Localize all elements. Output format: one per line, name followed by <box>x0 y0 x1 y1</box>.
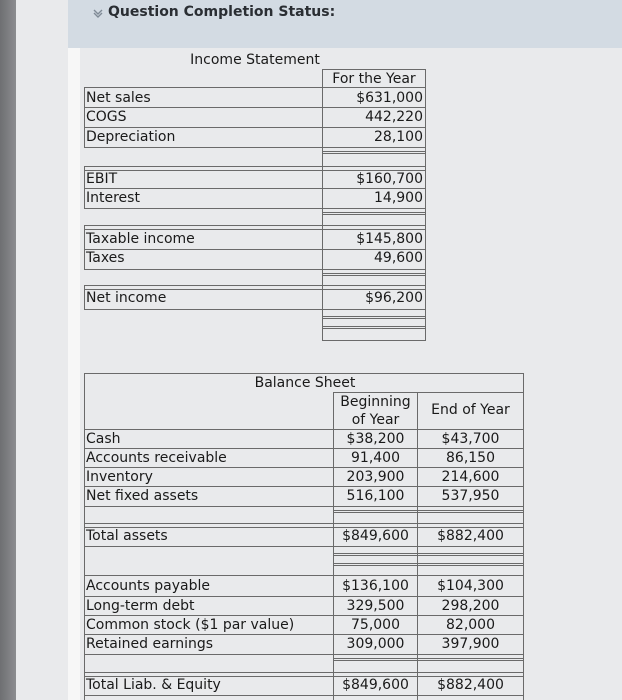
balance-begin-value: $849,600 <box>342 528 409 544</box>
balance-label: Retained earnings <box>86 636 214 652</box>
grid-line <box>84 225 85 269</box>
balance-sheet-title: Balance Sheet <box>254 375 356 391</box>
income-statement-title: Income Statement <box>190 52 320 68</box>
balance-label: Long-term debt <box>86 598 195 614</box>
double-rule <box>333 658 524 661</box>
question-status-title: Question Completion Status: <box>108 4 336 20</box>
income-label: Net income <box>86 290 167 306</box>
double-rule <box>322 212 426 215</box>
balance-end-value: $104,300 <box>437 578 504 594</box>
double-rule <box>333 510 524 513</box>
balance-col-begin: Beginning <box>340 394 411 410</box>
balance-col-end: End of Year <box>431 402 510 418</box>
balance-end-value: 214,600 <box>441 469 500 485</box>
balance-begin-value: 516,100 <box>346 488 405 504</box>
balance-begin-value: 203,900 <box>346 469 405 485</box>
balance-begin-value: 329,500 <box>346 598 405 614</box>
balance-begin-value: 75,000 <box>351 617 400 633</box>
income-label: Interest <box>86 190 140 206</box>
balance-end-value: 537,950 <box>441 488 500 504</box>
balance-end-value: 298,200 <box>441 598 500 614</box>
double-rule <box>322 151 426 154</box>
income-label: EBIT <box>86 171 118 187</box>
income-label: Taxable income <box>86 231 195 247</box>
grid-line <box>84 147 426 148</box>
income-value: 49,600 <box>374 250 423 266</box>
page-gutter <box>68 48 80 700</box>
window-edge <box>0 0 16 700</box>
double-rule <box>322 316 426 319</box>
balance-end-value: 397,900 <box>441 636 500 652</box>
grid-line <box>425 69 426 341</box>
grid-line <box>84 672 524 673</box>
balance-begin-value: $38,200 <box>346 431 405 447</box>
balance-begin-value: 309,000 <box>346 636 405 652</box>
balance-end-value: $882,400 <box>437 528 504 544</box>
grid-line <box>84 208 426 209</box>
income-col-header: For the Year <box>332 71 416 87</box>
grid-line <box>84 523 524 524</box>
grid-line <box>322 340 426 341</box>
income-value: 14,900 <box>374 190 423 206</box>
grid-line <box>84 225 426 226</box>
income-label: Depreciation <box>86 129 176 145</box>
balance-end-value: 86,150 <box>446 450 495 466</box>
grid-line <box>84 309 426 310</box>
grid-line <box>84 575 524 576</box>
income-value: 28,100 <box>374 129 423 145</box>
balance-begin-value: 91,400 <box>351 450 400 466</box>
income-label: COGS <box>86 109 127 125</box>
balance-label: Total assets <box>86 528 168 544</box>
income-label: Taxes <box>86 250 125 266</box>
balance-label: Cash <box>86 431 121 447</box>
grid-line <box>84 546 524 547</box>
double-rule <box>322 273 426 276</box>
balance-label: Inventory <box>86 469 153 485</box>
grid-line <box>84 166 426 167</box>
double-rule <box>322 326 426 329</box>
balance-col-begin: of Year <box>351 412 400 428</box>
income-value: $145,800 <box>356 231 423 247</box>
grid-line <box>84 166 85 208</box>
grid-line <box>523 373 524 700</box>
balance-label: Common stock ($1 par value) <box>86 617 295 633</box>
income-value: $96,200 <box>365 290 423 306</box>
grid-line <box>84 269 426 270</box>
income-label: Net sales <box>86 90 151 106</box>
grid-line <box>84 87 85 147</box>
balance-end-value: $882,400 <box>437 677 504 693</box>
grid-line <box>84 695 524 696</box>
balance-begin-value: $136,100 <box>342 578 409 594</box>
double-rule <box>333 563 524 566</box>
balance-label: Accounts payable <box>86 578 210 594</box>
balance-label: Accounts receivable <box>86 450 227 466</box>
double-rule <box>333 553 524 556</box>
grid-line <box>84 285 426 286</box>
balance-end-value: $43,700 <box>441 431 500 447</box>
chevron-down-icon[interactable] <box>92 7 104 19</box>
balance-label: Net fixed assets <box>86 488 199 504</box>
grid-line <box>84 373 85 700</box>
balance-end-value: 82,000 <box>446 617 495 633</box>
grid-line <box>84 506 524 507</box>
income-value: 442,220 <box>365 109 423 125</box>
balance-begin-value: $849,600 <box>342 677 409 693</box>
grid-line <box>84 654 524 655</box>
income-value: $631,000 <box>356 90 423 106</box>
balance-label: Total Liab. & Equity <box>86 677 221 693</box>
income-value: $160,700 <box>356 171 423 187</box>
